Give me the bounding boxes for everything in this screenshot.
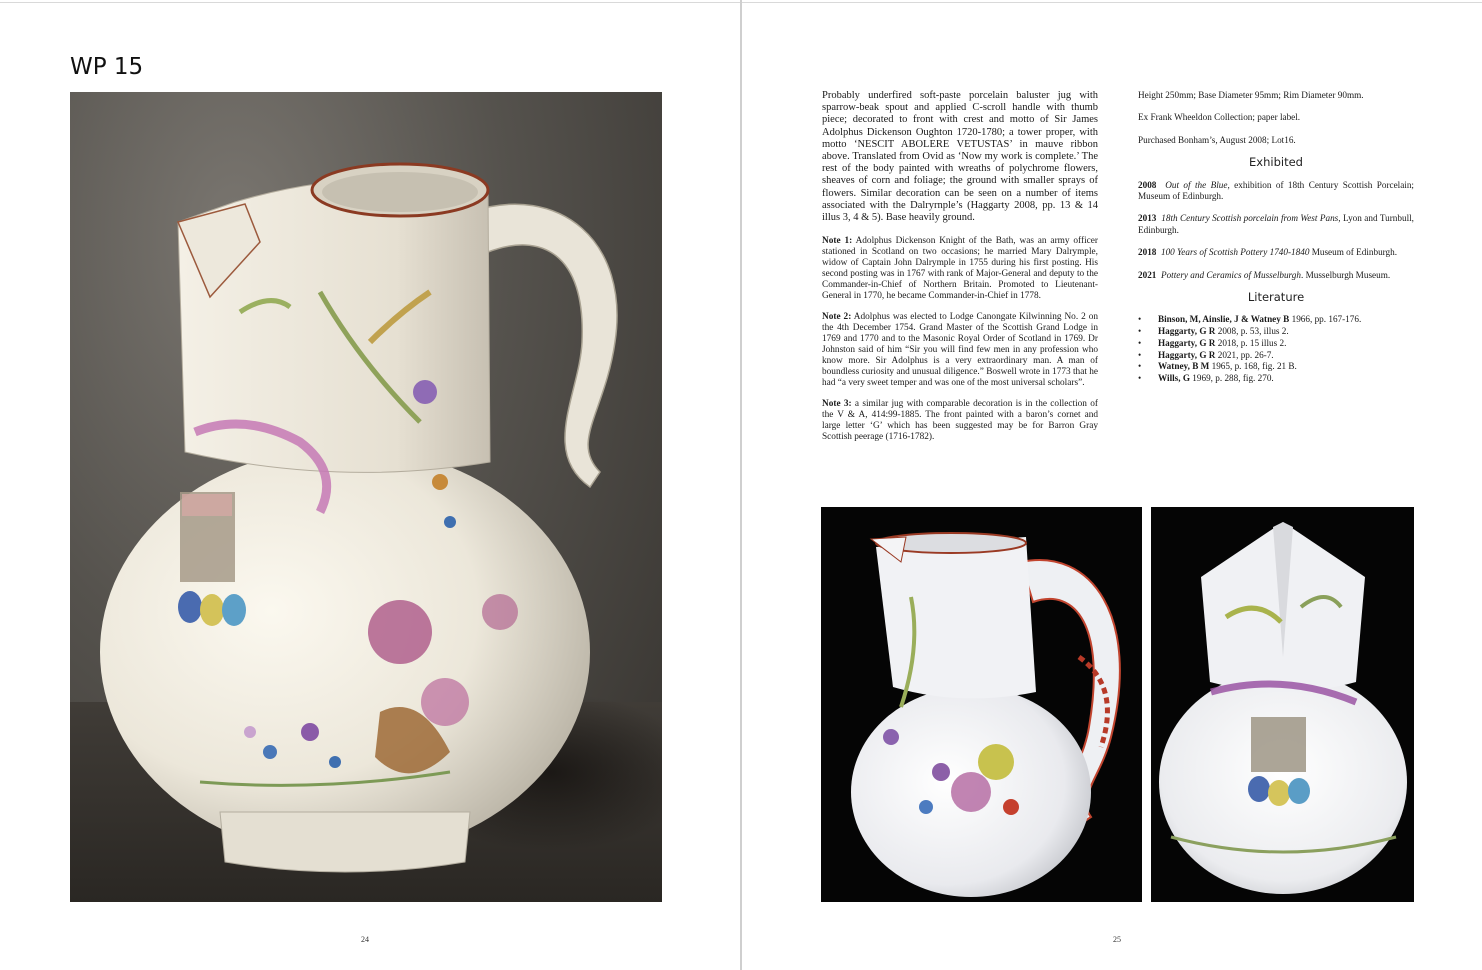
catalogue-number: WP 15 [70, 54, 144, 80]
note-1: Note 1: Adolphus Dickenson Knight of the Bath, was an army officer stationed in Scotland on two occasions; he married Mary Dalrymple, widow of Captain John Dalrymple in 1755 during his first posting. His second posting was in 1767 with rank of Major-General and deputy to the Commander-in-Chief of Northern Britain. Promoted to Lieutenant-General in 1770, he became Commander-in-Chief in 1778. [822, 236, 1099, 302]
note-3: Note 3: a similar jug with comparable decoration is in the collection of the V & A, 414:99-1885. The front painted with a baron’s cornet and large letter ‘G’ which has been suggested may be for Barron Gray Scottish peerage (1716-1782). [822, 399, 1098, 443]
item-description: Probably underfired soft-paste porcelain baluster jug with sparrow-beak spout and applied C-scroll handle with thumb piece; decorated to front with crest and motto of Sir James Adolphus Dickenson Oughton 1720-1780; a tower proper, with motto ‘NESCIT ABOLERE VETUSTAS’ in mauve ribbon above. Translated from Ovid as ‘Now my work is complete.’ The rest of the body painted with wreaths of polychrome flowers, sheaves of corn and foliage; the ground with smaller sprays of flowers. Similar decoration can be seen on a number of items associated with the Dalryrnple’s (Haggarty 2008, pp. 13 & 14 illus 3, 4 & 5). Base heavily ground. [822, 90, 1098, 224]
literature-item: • Haggarty, G R 2018, p. 15 illus 2. [1138, 338, 1414, 349]
jug-main-photo [70, 92, 662, 902]
page-number-right: 25 [1113, 935, 1121, 944]
literature-heading: Literature [1247, 290, 1305, 305]
literature-item: • Haggarty, G R 2008, p. 53, illus 2. [1138, 326, 1414, 337]
exhibition-entry: 2008 Out of the Blue, exhibition of 18th Century Scottish Porcelain; Museum of Edinburgh. [1138, 179, 1414, 202]
details-column [1138, 90, 1414, 385]
description-column [822, 90, 1098, 453]
provenance: Ex Frank Wheeldon Collection; paper label. [1138, 112, 1301, 123]
literature-item: • Wills, G 1969, p. 288, fig. 270. [1138, 373, 1414, 384]
jug-front-photo [1151, 507, 1414, 902]
note-2: Note 2: Adolphus was elected to Lodge Canongate Kilwinning No. 2 on the 4th December 1754. Grand Master of the Scottish Grand Lodge in 1769 and 1770 and to the Masonic Royal Order of Scotland in 1769. Dr Johnston said of him “Sir you will find few men in any profession who know more. Sir Adolphus is a very extraordinary man. A man of boundless curiosity and unusual diligence.” Boswell wrote in 1773 that he had “a very sweet temper and was one of the most universal scholars”. [822, 312, 1099, 389]
exhibited-heading: Exhibited [1249, 155, 1303, 170]
literature-item: • Haggarty, G R 2021, pp. 26-7. [1138, 350, 1414, 361]
page-number-left: 24 [361, 935, 369, 944]
literature-item: • Watney, B M 1965, p. 168, fig. 21 B. [1138, 361, 1414, 372]
purchase-info: Purchased Bonham’s, August 2008; Lot16. [1138, 134, 1296, 145]
dimensions: Height 250mm; Base Diameter 95mm; Rim Diameter 90mm. [1138, 90, 1364, 100]
literature-item: • Binson, M, Ainslie, J & Watney B 1966, pp. 167-176. [1138, 314, 1414, 325]
exhibition-entry: 2021 Pottery and Ceramics of Musselburgh. Musselburgh Museum. [1138, 269, 1391, 280]
literature-list [1138, 314, 1414, 384]
page-spine [740, 0, 742, 970]
exhibition-entry: 2013 18th Century Scottish porcelain from West Pans, Lyon and Turnbull, Edinburgh. [1138, 213, 1414, 235]
jug-side-photo [821, 507, 1142, 902]
exhibition-entry: 2018 100 Years of Scottish Pottery 1740-1840 Museum of Edinburgh. [1138, 247, 1398, 258]
